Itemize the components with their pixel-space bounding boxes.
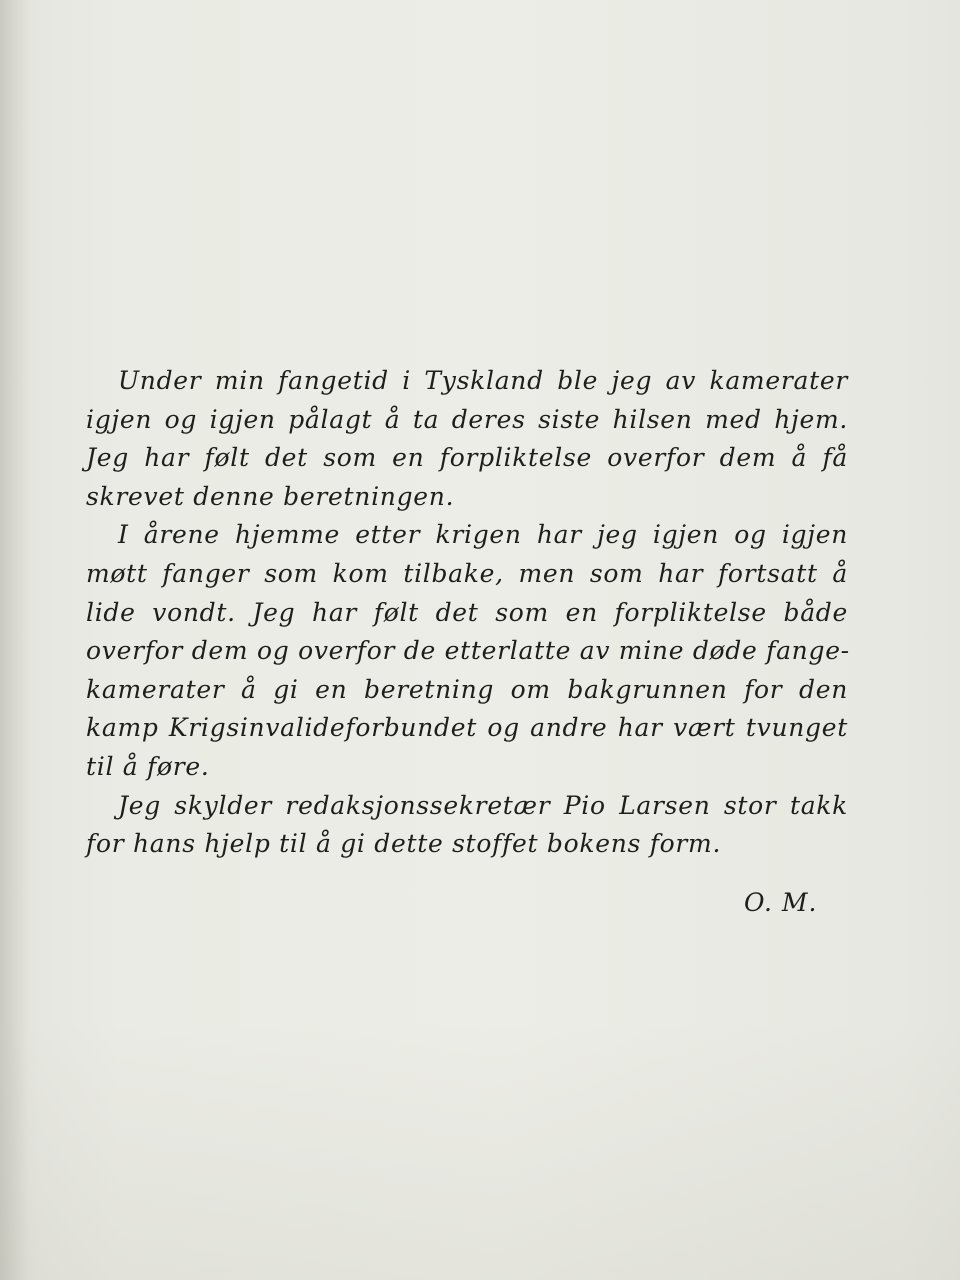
text-line: I årene hjemme etter krigen har jeg igjen og igjen: [118, 520, 848, 550]
text-line: kamp Krigsinvalideforbundet og andre har vært tvunget: [86, 713, 848, 743]
text-line: lide vondt. Jeg har følt det som en forpliktelse både: [86, 597, 848, 627]
text-line: møtt fanger som kom tilbake, men som har fortsatt å: [86, 558, 848, 588]
text-line: overfor dem og overfor de etterlatte av mine døde fange-: [86, 636, 850, 666]
text-line: igjen og igjen pålagt å ta deres siste hilsen med hjem.: [86, 404, 848, 434]
text-line: Under min fangetid i Tyskland ble jeg av kamerater: [118, 366, 848, 395]
text-line: for hans hjelp til å gi dette stoffet bokens form.: [86, 829, 722, 859]
page-shade: [0, 1020, 960, 1280]
paragraph-2: [86, 516, 848, 786]
text-line: Jeg har følt det som en forpliktelse overfor dem å få: [86, 443, 848, 473]
paragraph-3: [86, 787, 848, 864]
paragraph-1: [86, 362, 848, 516]
text-line: til å føre.: [86, 751, 210, 781]
text-line: Jeg skylder redaksjonssekretær Pio Larsen stor takk: [118, 790, 848, 820]
text-line: skrevet denne beretningen.: [86, 481, 455, 511]
author-initials: O. M.: [744, 888, 818, 917]
preface-text: [86, 362, 848, 864]
text-line: kamerater å gi en beretning om bakgrunnen for den: [86, 674, 848, 704]
